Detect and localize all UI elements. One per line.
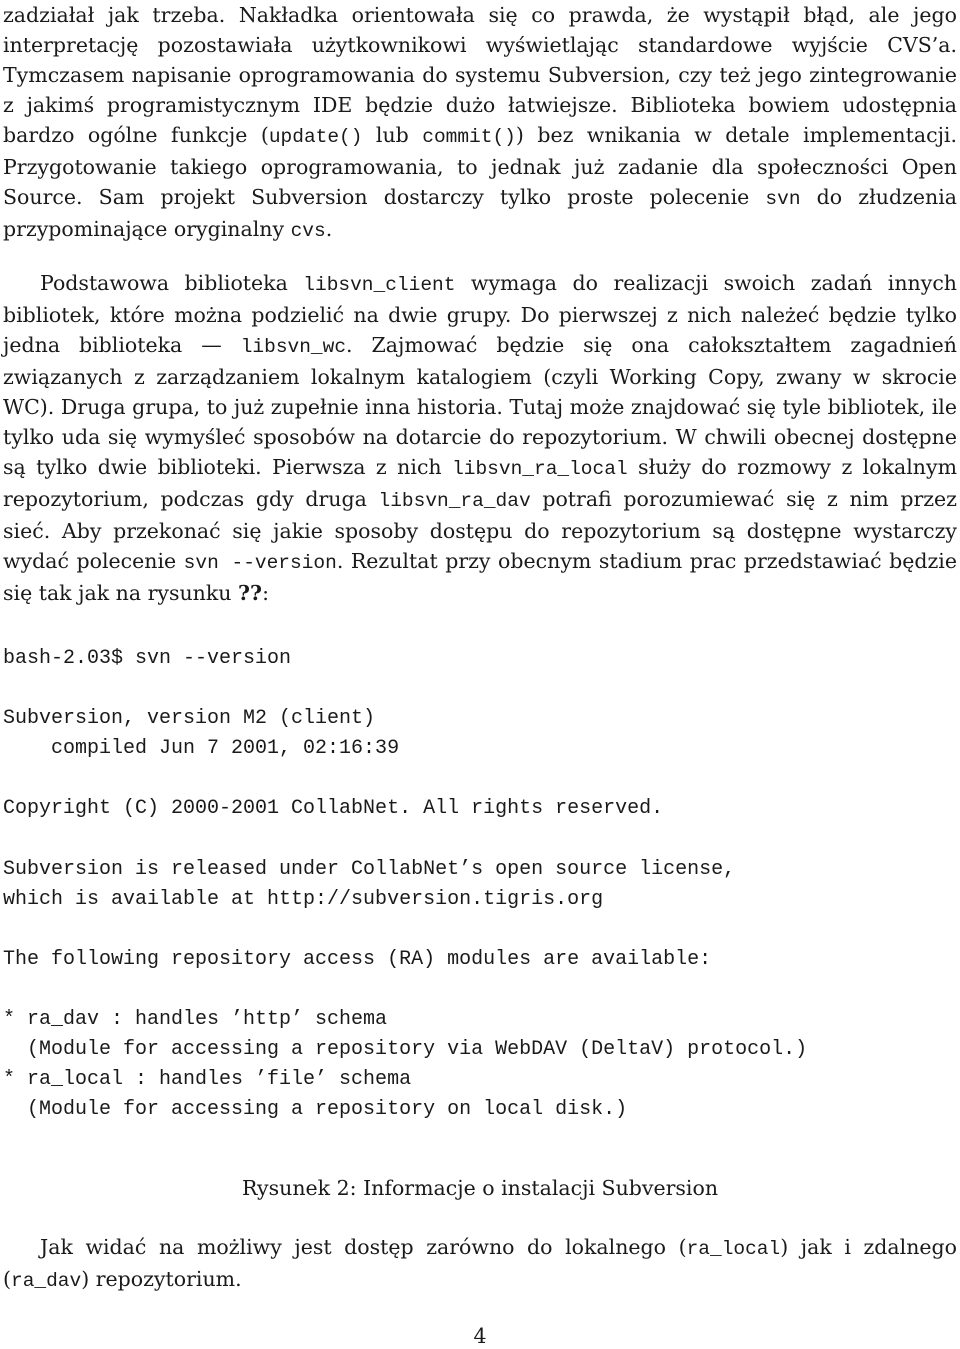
- text-run: lub: [362, 123, 423, 147]
- text-run: zadziałał jak trzeba. Nakładka orientowała się co prawda, że wystąpił błąd, ale jego interpretację pozostawiała użytkownikowi wyświetlając standardowe wyjście CVS’a. Tymczasem napisanie oprogramowania do systemu Subversion, czy też jego zintegrowanie z jakimś programistycznym IDE będzie dużo łatwiejsze. Biblioteka bowiem udostępnia bardzo ogólne funkcje (: [3, 3, 957, 147]
- paragraph-2: [3, 268, 957, 608]
- page-number: 4: [473, 1324, 487, 1348]
- text-run: wymaga do realizacji swoich zadań innych bibliotek, które można podzielić na dwie grupy. Do pierwszej z nich należeć będzie tylko jedna biblioteka —: [3, 271, 958, 357]
- text-run: Jak widać na możliwy jest dostęp zarówno do lokalnego (: [40, 1235, 687, 1259]
- inline-code-cvs: cvs: [290, 220, 326, 242]
- inline-code-libsvn-wc: libsvn_wc: [240, 336, 347, 358]
- inline-code-ra-dav: ra_dav: [11, 1270, 82, 1292]
- inline-code-libsvn-client: libsvn_client: [303, 274, 456, 296]
- inline-code-commit: commit(): [422, 126, 516, 148]
- inline-code-svn: svn: [765, 188, 801, 210]
- inline-code-ra-local: ra_local: [686, 1238, 781, 1260]
- text-run: potrafi porozumiewać się z nim przez sieć. Aby przekonać się jakie sposoby dostępu do repozytorium są dostępne wystarczy wydać polecenie: [3, 487, 957, 573]
- inline-code-libsvn-ra-local: libsvn_ra_local: [452, 458, 628, 480]
- inline-code-update: update(): [268, 126, 363, 148]
- figure-caption: Rysunek 2: Informacje o instalacji Subversion: [241, 1176, 719, 1200]
- text-run: ) jak i zdalnego (: [3, 1235, 958, 1291]
- paragraph-3: [3, 1232, 957, 1296]
- text-run: do złudzenia przypominające oryginalny: [3, 185, 957, 241]
- text-run: . Rezultat przy obecnym stadium prac przedstawiać będzie się tak jak na rysunku: [3, 549, 957, 605]
- text-run: .: [325, 217, 333, 241]
- inline-code-libsvn-ra-dav: libsvn_ra_dav: [378, 490, 531, 512]
- text-run: Podstawowa biblioteka: [40, 271, 304, 295]
- terminal-output-block: bash-2.03$ svn --version Subversion, version M2 (client) compiled Jun 7 2001, 02:16:39 Copyright (C) 2000-2001 CollabNet. All rights reserved. Subversion is released under CollabNet’s open source license, which is available at http://subversion.tigris.org The following repository access (RA) modules are available: * ra_dav : handles ’http’ schema (Module for accessing a repository via WebDAV (DeltaV) protocol.) * ra_local : handles ’file’ schema (Module for accessing a repository on local disk.): [3, 647, 808, 1122]
- text-run: ) bez wnikania w detale implementacji. Przygotowanie takiego oprogramowania, to jednak już zadanie dla społeczności Open Source. Sam projekt Subversion dostarczy tylko proste polecenie: [3, 123, 957, 209]
- figure-reference: ??: [238, 581, 263, 605]
- text-run: :: [262, 581, 269, 605]
- paragraph-1: [3, 0, 957, 246]
- text-run: . Zajmować będzie się ona całokształtem zagadnień związanych z zarządzaniem lokalnym katalogiem (czyli Working Copy, zwany w skrocie WC). Druga grupa, to już zupełnie inna historia. Tutaj może znajdować się tyle bibliotek, ile tylko uda się wymyśleć sposobów na dotarcie do repozytorium. W chwili obecnej dostępne są tylko dwie biblioteki. Pierwsza z nich: [3, 333, 957, 479]
- text-run: służy do rozmowy z lokalnym repozytorium, podczas gdy druga: [3, 455, 958, 511]
- inline-code-svn-version: svn --version: [183, 552, 337, 574]
- text-run: ) repozytorium.: [81, 1267, 242, 1291]
